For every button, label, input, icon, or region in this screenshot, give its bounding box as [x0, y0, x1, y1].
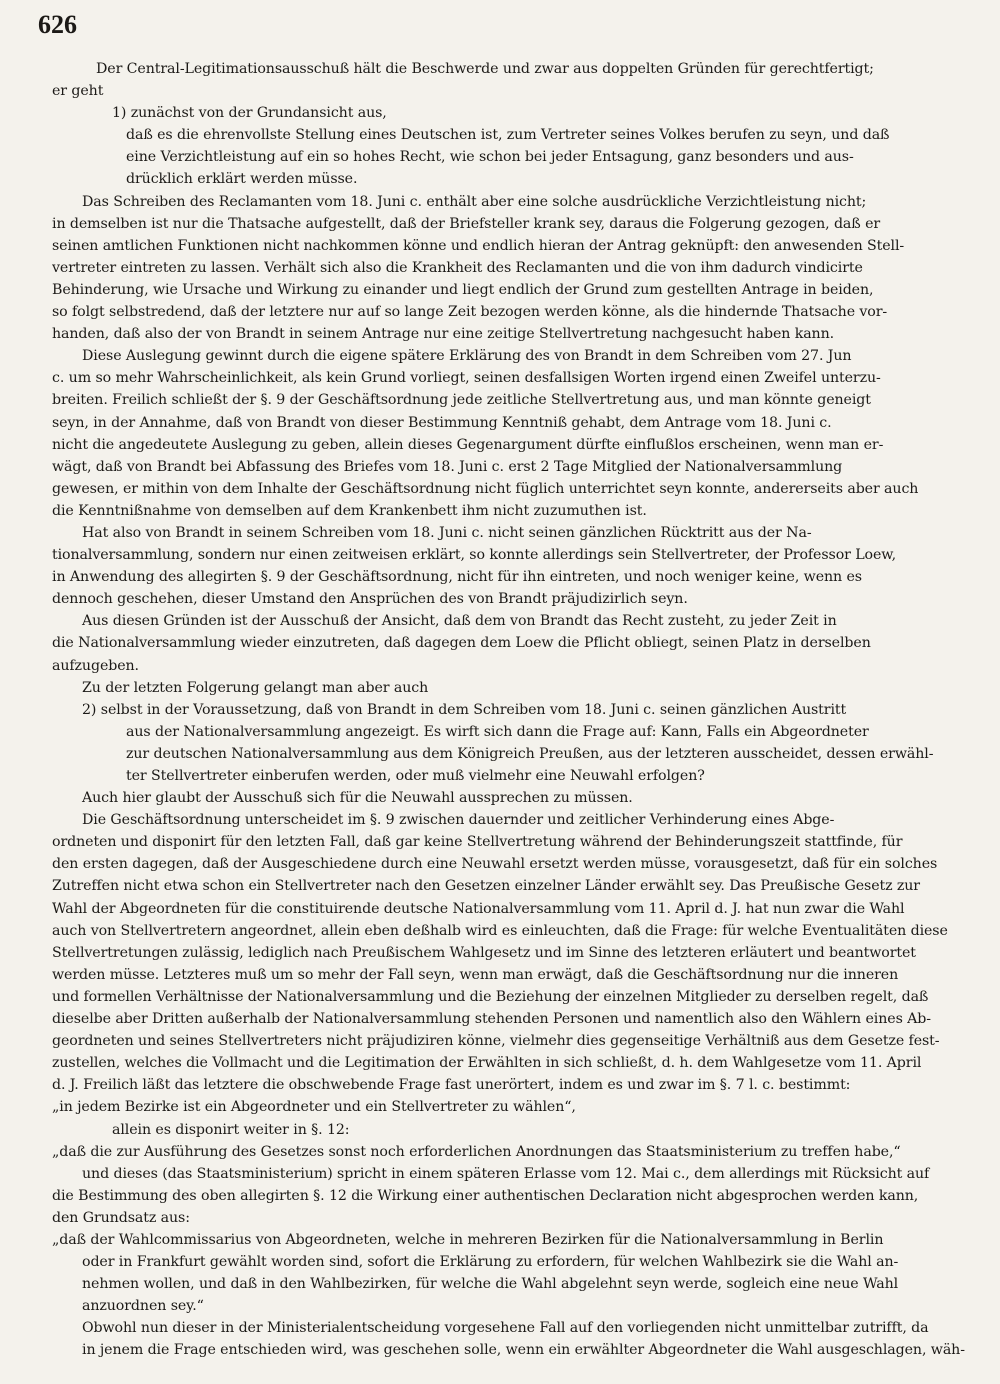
text-line: Behinderung, wie Ursache und Wirkung zu einander und liegt endlich der Grund zum gestellten Antrage in beiden, [52, 281, 874, 298]
text-line: „daß der Wahlcommissarius von Abgeordneten, welche in mehreren Bezirken für die Nationalversammlung in Berlin [52, 1231, 884, 1248]
text-line: wägt, daß von Brandt bei Abfassung des Briefes vom 18. Juni c. erst 2 Tage Mitglied der Nationalversammlung [52, 458, 843, 475]
quote-line: oder in Frankfurt gewählt worden sind, sofort die Erklärung zu erfordern, für welchen Wahlbezirk sie die Wahl an- [82, 1254, 899, 1271]
text-line: die Bestimmung des oben allegirten §. 12 die Wirkung einer authentischen Declaration nicht abgesprochen werden kann, [52, 1187, 919, 1204]
text-line: Zutreffen nicht etwa schon ein Stellvertreter nach den Gesetzen einzelner Länder erwählt sey. Das Preußische Gesetz zur [52, 878, 920, 895]
page-number: 626 [38, 10, 77, 39]
quote-line: allein es disponirt weiter in §. 12: [112, 1121, 350, 1138]
text-line: Stellvertretungen zulässig, lediglich nach Preußischem Wahlgesetz und im Sinne des letzteren erläutert und beantwortet [52, 944, 916, 961]
text-line: zustellen, welches die Vollmacht und die Legitimation der Erwählten in sich schließt, d. h. dem Wahlgesetze vom 11. April [52, 1055, 922, 1072]
text-line: auch von Stellvertretern angeordnet, allein eben deßhalb wird es einleuchten, daß die Frage: für welche Eventualitäten diese [52, 922, 948, 939]
text-line: Wahl der Abgeordneten für die constituirende deutsche Nationalversammlung vom 11. April d. J. hat nun zwar die Wahl [52, 900, 905, 917]
text-line: ordneten und disponirt für den letzten Fall, daß gar keine Stellvertretung während der Behinderungszeit stattfinde, für [52, 834, 903, 851]
text-line: tionalversammlung, sondern nur einen zeitweisen erklärt, so konnte allerdings sein Stellvertreter, der Professor Loew, [52, 547, 897, 564]
text-line: daß es die ehrenvollste Stellung eines Deutschen ist, zum Vertreter seines Volkes berufen zu seyn, und daß [126, 127, 890, 144]
text-line: Die Geschäftsordnung unterscheidet im §. 9 zwischen dauernder und zeitlicher Verhinderung eines Abge- [82, 812, 835, 829]
text-line: drücklich erklärt werden müsse. [126, 171, 358, 188]
text-line: aus der Nationalversammlung angezeigt. Es wirft sich dann die Frage auf: Kann, Falls ein Abgeordneter [126, 723, 869, 740]
quote-line: nehmen wollen, und daß in den Wahlbezirken, für welche die Wahl abgelehnt seyn werde, sogleich eine neue Wahl [82, 1276, 899, 1293]
text-line: dieselbe aber Dritten außerhalb der Nationalversammlung stehenden Personen und namentlich also den Wählern eines Ab- [52, 1011, 931, 1028]
text-line: in jenem die Frage entschieden wird, was geschehen solle, wenn ein erwählter Abgeordneter die Wahl ausgeschlagen, wäh- [82, 1342, 965, 1359]
text-line: Auch hier glaubt der Ausschuß sich für die Neuwahl aussprechen zu müssen. [82, 790, 633, 807]
text-line: seinen amtlichen Funktionen nicht nachkommen könne und endlich hieran der Antrag geknüpft: den anwesenden Stell- [52, 237, 905, 254]
document-body [52, 58, 972, 1384]
quote-line: und dieses (das Staatsministerium) spricht in einem späteren Erlasse vom 12. Mai c., dem allerdings mit Rücksicht auf [82, 1165, 930, 1182]
text-line: werden müsse. Letzteres muß um so mehr der Fall seyn, wenn man erwägt, daß die Geschäftsordnung nur die inneren [52, 966, 899, 983]
text-line: den ersten dagegen, daß der Ausgeschiedene durch eine Neuwahl ersetzt werden müsse, vorausgesetzt, daß für ein solches [52, 856, 938, 873]
text-line: so folgt selbstredend, daß der letztere nur auf so lange Zeit bezogen werden könne, als die hindernde Thatsache vor- [52, 304, 888, 321]
quote-line: anzuordnen sey.“ [82, 1298, 204, 1315]
text-line: vertreter eintreten zu lassen. Verhält sich also die Krankheit des Reclamanten und die von ihm dadurch vindicirte [52, 259, 863, 276]
text-line: Aus diesen Gründen ist der Ausschuß der Ansicht, daß dem von Brandt das Recht zusteht, zu jeder Zeit in [82, 613, 837, 630]
text-line: „in jedem Bezirke ist ein Abgeordneter und ein Stellvertreter zu wählen“, [52, 1099, 576, 1116]
text-line: die Nationalversammlung wieder einzutreten, daß dagegen dem Loew die Pflicht obliegt, seinen Platz in derselben [52, 635, 871, 652]
text-line [52, 1362, 972, 1384]
text-line: nicht die angedeutete Auslegung zu geben, allein dieses Gegenargument dürfte einflußlos erscheinen, wenn man er- [52, 436, 884, 453]
text-line: zur deutschen Nationalversammlung aus dem Königreich Preußen, aus der letzteren ausscheidet, dessen erwähl- [126, 745, 934, 762]
text-line: in demselben ist nur die Thatsache aufgestellt, daß der Briefsteller krank sey, daraus die Folgerung gezogen, daß er [52, 215, 881, 232]
text-line: breiten. Freilich schließt der §. 9 der Geschäftsordnung jede zeitliche Stellvertretung aus, und man könnte geneigt [52, 392, 871, 409]
text-line: den Grundsatz aus: [52, 1209, 190, 1226]
text-line: Der Central-Legitimationsausschuß hält die Beschwerde und zwar aus doppelten Gründen für gerechtfertigt; [96, 61, 874, 77]
text-line: seyn, in der Annahme, daß von Brandt von dieser Bestimmung Kenntniß gehabt, dem Antrage vom 18. Juni c. [52, 414, 832, 431]
text-line: c. um so mehr Wahrscheinlichkeit, als kein Grund vorliegt, seinen desfallsigen Worten irgend einen Zweifel unterzu- [52, 370, 881, 387]
text-line: eine Verzichtleistung auf ein so hohes Recht, wie schon bei jeder Entsagung, ganz besonders und aus- [126, 149, 854, 166]
text-line: dennoch geschehen, dieser Umstand den Ansprüchen des von Brandt präjudizirlich seyn. [52, 591, 688, 608]
text-line: Das Schreiben des Reclamanten vom 18. Juni c. enthält aber eine solche ausdrückliche Verzichtleistung nicht; [82, 193, 867, 210]
text-line: 1) zunächst von der Grundansicht aus, [112, 105, 387, 122]
text-line: geordneten und seines Stellvertreters nicht präjudiziren könne, vielmehr dies gegenseitige Verhältniß aus dem Gesetze fest- [52, 1033, 940, 1050]
text-line: aufzugeben. [52, 657, 139, 674]
text-line: 2) selbst in der Voraussetzung, daß von Brandt in dem Schreiben vom 18. Juni c. seinen gänzlichen Austritt [82, 701, 847, 718]
text-line: die Kenntnißnahme von demselben auf dem Krankenbett ihm nicht zuzumuthen ist. [52, 502, 647, 519]
text-line: er geht [52, 83, 104, 100]
text-line: in Anwendung des allegirten §. 9 der Geschäftsordnung, nicht für ihn eintreten, und noch weniger keine, wenn es [52, 569, 862, 586]
text-line: „daß die zur Ausführung des Gesetzes sonst noch erforderlichen Anordnungen das Staatsministerium zu treffen habe,“ [52, 1143, 901, 1160]
text-line: Zu der letzten Folgerung gelangt man aber auch [82, 679, 429, 696]
text-line: Diese Auslegung gewinnt durch die eigene spätere Erklärung des von Brandt in dem Schreiben vom 27. Jun [82, 348, 852, 365]
text-line: ter Stellvertreter einberufen werden, oder muß vielmehr eine Neuwahl erfolgen? [126, 768, 705, 784]
text-line: gewesen, er mithin von dem Inhalte der Geschäftsordnung nicht füglich unterrichtet seyn konnte, andererseits aber auch [52, 480, 919, 497]
quote-line: Obwohl nun dieser in der Ministerialentscheidung vorgesehene Fall auf den vorliegenden nicht unmittelbar zutrifft, da [82, 1320, 929, 1337]
text-line: handen, daß also der von Brandt in seinem Antrage nur eine zeitige Stellvertretung nachgesucht haben kann. [52, 326, 835, 343]
text-line: und formellen Verhältnisse der Nationalversammlung und die Beziehung der einzelnen Mitglieder zu derselben regelt, daß [52, 988, 929, 1005]
text-line: Hat also von Brandt in seinem Schreiben vom 18. Juni c. nicht seinen gänzlichen Rücktritt aus der Na- [82, 524, 812, 541]
text-line: d. J. Freilich läßt das letztere die obschwebende Frage fast unerörtert, indem es und zwar im §. 7 l. c. bestimmt: [52, 1077, 851, 1094]
